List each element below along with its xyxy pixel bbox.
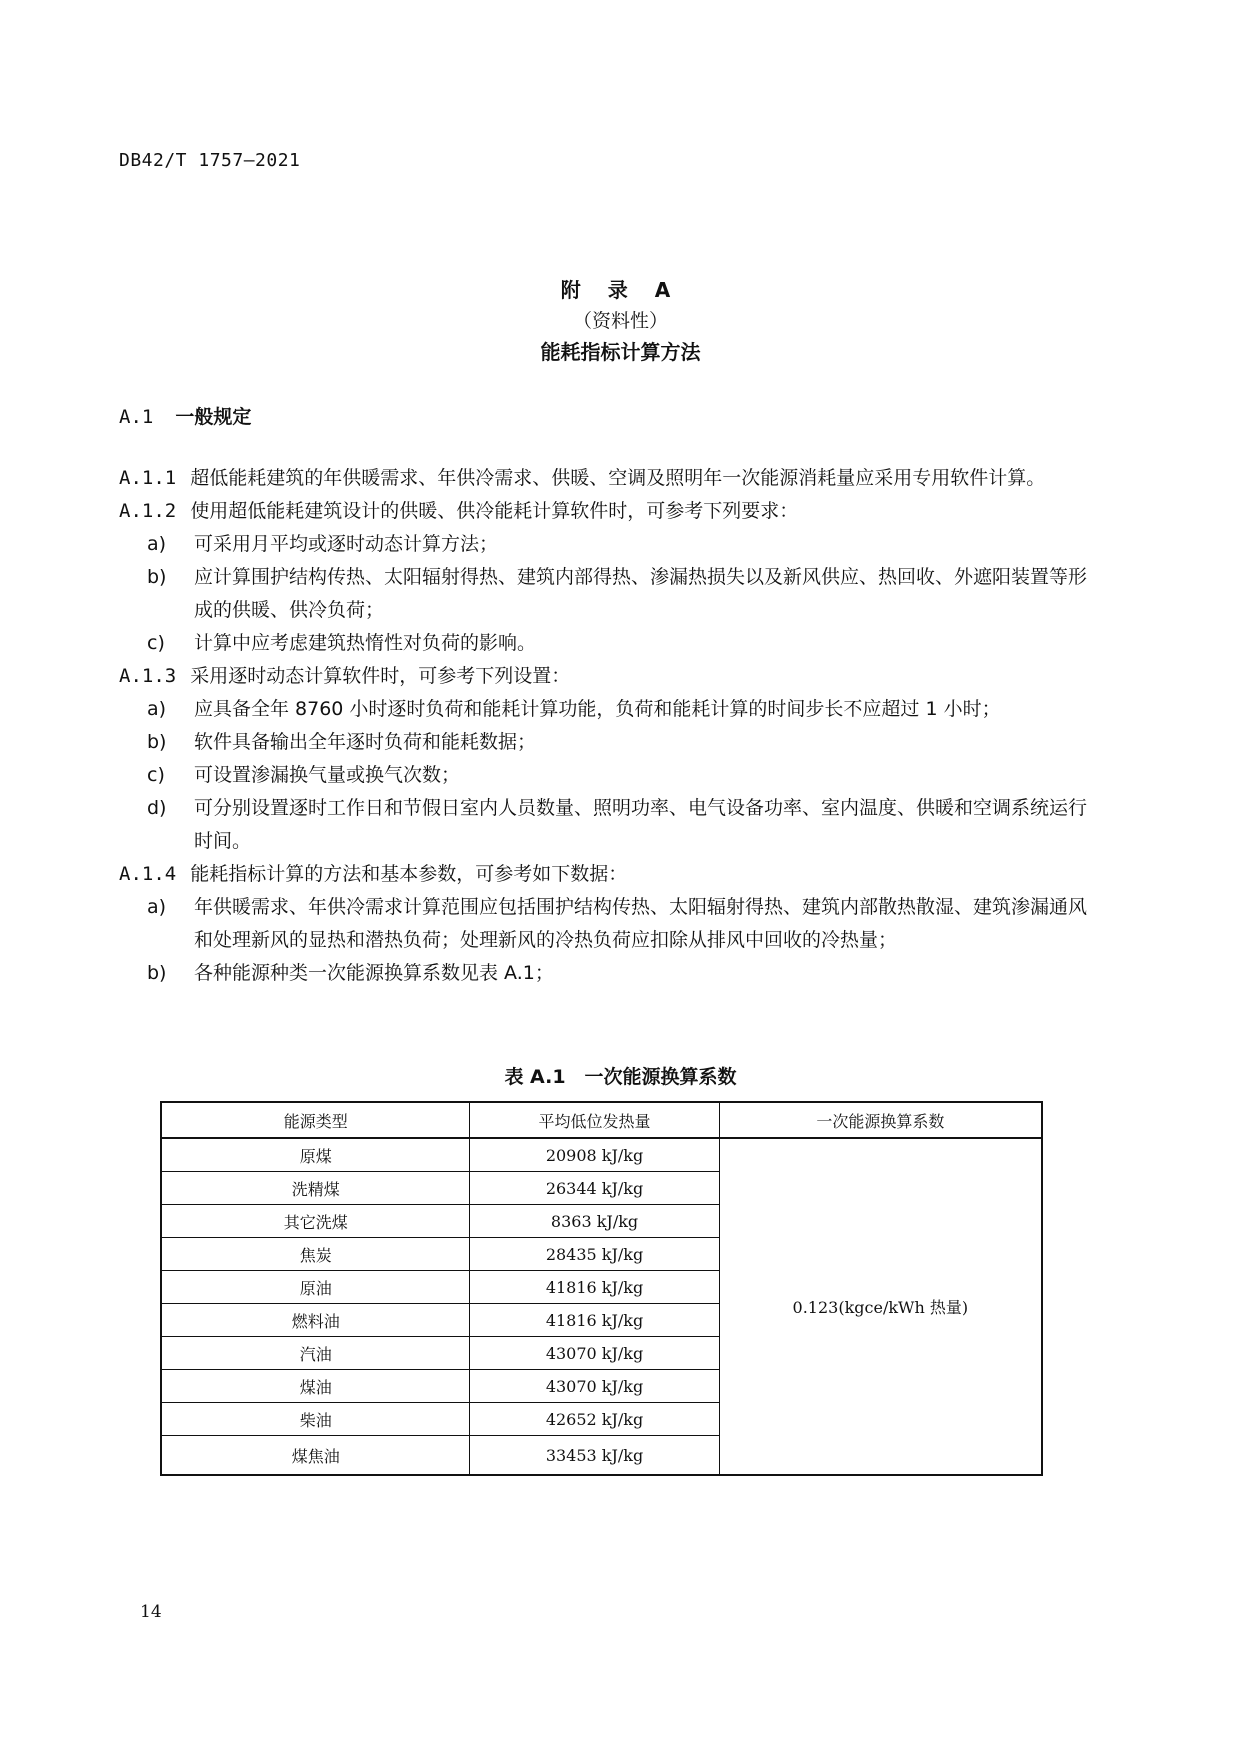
list-item-text: 应具备全年 8760 小时逐时负荷和能耗计算功能，负荷和能耗计算的时间步长不应超过 1 小时； [194, 698, 1001, 720]
list-item [119, 957, 1094, 990]
appendix-nature: （资料性） [572, 310, 668, 332]
section-heading [119, 402, 251, 429]
list-item-text: 各种能源种类一次能源换算系数见表 A.1； [194, 962, 554, 984]
list-item-label: b) [147, 731, 167, 753]
table-caption: 表 A.1 一次能源换算系数 [504, 1066, 737, 1088]
list-item-text: 可采用月平均或逐时动态计算方法； [194, 533, 499, 555]
document-body [119, 462, 1094, 990]
energy-type-cell: 煤焦油 [161, 1436, 470, 1476]
appendix-title: 附 录 A [560, 278, 681, 302]
list-item [119, 627, 1094, 660]
list-item-label: b) [147, 962, 167, 984]
header-heat-value: 平均低位发热量 [470, 1102, 719, 1138]
list-item-label: b) [147, 566, 167, 588]
clause-a-1-3 [119, 660, 1094, 693]
energy-conversion-table [160, 1101, 1043, 1476]
list-item-label: a) [147, 533, 167, 555]
list-item-label: c) [147, 632, 165, 654]
list-item-label: a) [147, 698, 167, 720]
heat-value-cell: 43070 kJ/kg [470, 1370, 719, 1403]
list-item [119, 759, 1094, 792]
heat-value-cell: 28435 kJ/kg [470, 1238, 719, 1271]
energy-type-cell: 其它洗煤 [161, 1205, 470, 1238]
list-item-text: 应计算围护结构传热、太阳辐射得热、建筑内部得热、渗漏热损失以及新风供应、热回收、外遮阳装置等形成的供暖、供冷负荷； [194, 566, 1088, 621]
clause-a-1-1 [119, 462, 1094, 495]
clause-text: 采用逐时动态计算软件时，可参考下列设置： [190, 665, 571, 687]
heat-value-cell: 33453 kJ/kg [470, 1436, 719, 1476]
energy-type-cell: 柴油 [161, 1403, 470, 1436]
list-item-text: 可设置渗漏换气量或换气次数； [194, 764, 461, 786]
list-item [119, 561, 1094, 627]
clause-text: 超低能耗建筑的年供暖需求、年供冷需求、供暖、空调及照明年一次能源消耗量应采用专用软件计算。 [190, 467, 1046, 489]
page-number: 14 [140, 1602, 162, 1622]
list-item-text: 年供暖需求、年供冷需求计算范围应包括围护结构传热、太阳辐射得热、建筑内部散热散湿、建筑渗漏通风和处理新风的显热和潜热负荷；处理新风的冷热负荷应扣除从排风中回收的冷热量； [194, 896, 1088, 951]
table-header-row [161, 1102, 1042, 1138]
energy-type-cell: 焦炭 [161, 1238, 470, 1271]
list-item-label: a) [147, 896, 167, 918]
energy-type-cell: 洗精煤 [161, 1172, 470, 1205]
heat-value-cell: 20908 kJ/kg [470, 1138, 719, 1172]
list-item-label: c) [147, 764, 165, 786]
energy-type-cell: 燃料油 [161, 1304, 470, 1337]
clause-a-1-4 [119, 858, 1094, 891]
clause-number: A.1.2 [119, 500, 177, 522]
conversion-factor-cell: 0.123(kgce/kWh 热量) [719, 1138, 1042, 1475]
header-energy-type: 能源类型 [161, 1102, 470, 1138]
list-item-text: 可分别设置逐时工作日和节假日室内人员数量、照明功率、电气设备功率、室内温度、供暖和空调系统运行时间。 [194, 797, 1088, 852]
list-item [119, 528, 1094, 561]
list-item-label: d) [147, 797, 167, 819]
energy-type-cell: 原煤 [161, 1138, 470, 1172]
heat-value-cell: 43070 kJ/kg [470, 1337, 719, 1370]
table-row [161, 1138, 1042, 1172]
energy-type-cell: 汽油 [161, 1337, 470, 1370]
section-number: A.1 [119, 406, 154, 428]
heat-value-cell: 42652 kJ/kg [470, 1403, 719, 1436]
list-item [119, 792, 1094, 858]
clause-a-1-2 [119, 495, 1094, 528]
heat-value-cell: 8363 kJ/kg [470, 1205, 719, 1238]
list-item-text: 软件具备输出全年逐时负荷和能耗数据； [194, 731, 537, 753]
list-item [119, 693, 1094, 726]
section-title: 一般规定 [175, 406, 252, 428]
list-item-text: 计算中应考虑建筑热惰性对负荷的影响。 [194, 632, 537, 654]
document-code: DB42/T 1757—2021 [119, 150, 301, 171]
clause-text: 使用超低能耗建筑设计的供暖、供冷能耗计算软件时，可参考下列要求： [190, 500, 799, 522]
clause-number: A.1.1 [119, 467, 177, 489]
clause-number: A.1.3 [119, 665, 177, 687]
energy-type-cell: 煤油 [161, 1370, 470, 1403]
energy-type-cell: 原油 [161, 1271, 470, 1304]
clause-number: A.1.4 [119, 863, 177, 885]
header-conversion-factor: 一次能源换算系数 [719, 1102, 1042, 1138]
list-item [119, 726, 1094, 759]
appendix-name: 能耗指标计算方法 [540, 340, 701, 364]
clause-text: 能耗指标计算的方法和基本参数，可参考如下数据： [190, 863, 628, 885]
heat-value-cell: 41816 kJ/kg [470, 1271, 719, 1304]
heat-value-cell: 41816 kJ/kg [470, 1304, 719, 1337]
list-item [119, 891, 1094, 957]
heat-value-cell: 26344 kJ/kg [470, 1172, 719, 1205]
